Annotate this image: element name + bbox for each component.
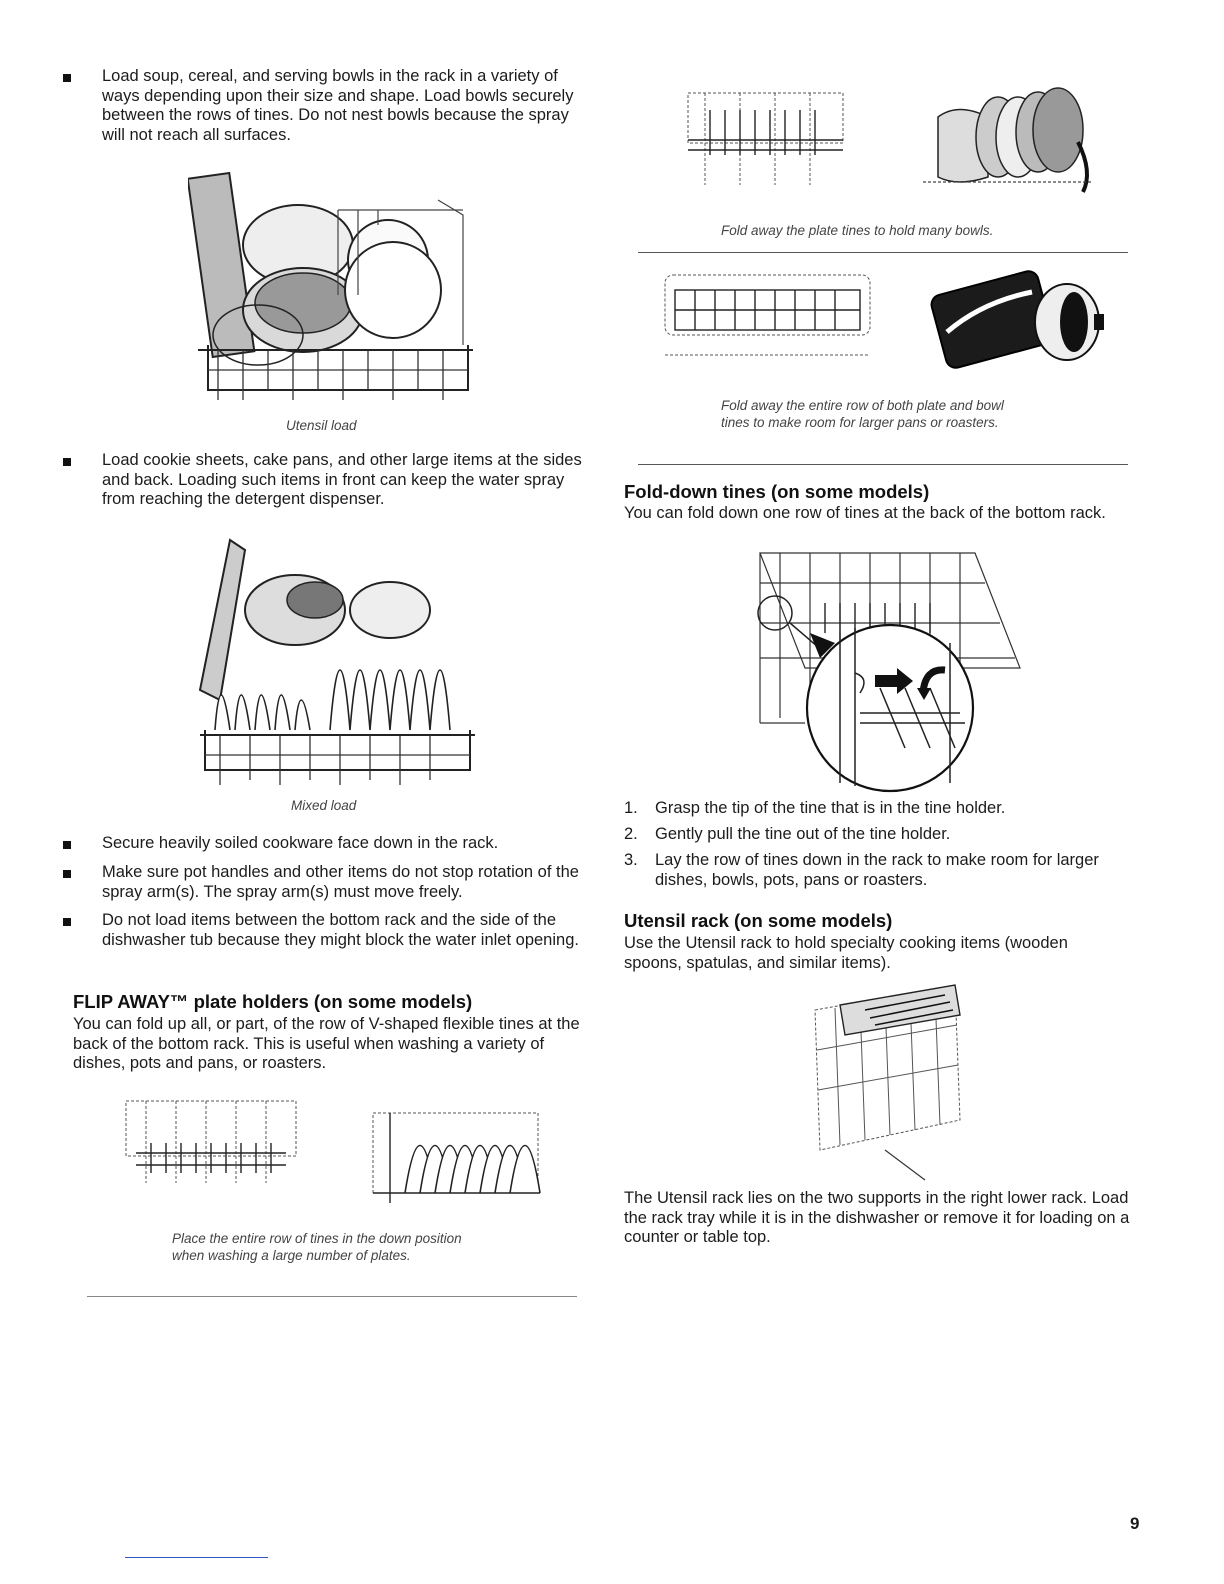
utensil-load-illustration <box>188 165 478 410</box>
plates-caption: Place the entire row of tines in the down position when washing a large number of plates. <box>172 1231 462 1263</box>
utensil-rack-illustration <box>805 980 970 1185</box>
bullet-marker <box>63 841 71 849</box>
tub-side-bullet-text: Do not load items between the bottom rack and the side of the dishwasher tub because they might block the water inlet opening. <box>102 911 579 949</box>
fold-down-body: You can fold down one row of tines at the back of the bottom rack. <box>624 504 1106 522</box>
step-number: 2. <box>624 825 638 843</box>
folded-rack-illustration <box>655 265 880 375</box>
step-number: 1. <box>624 799 638 817</box>
utensil-rack-instructions: The Utensil rack lies on the two supports in the right lower rack. Load the rack tray while it is in the dishwasher or remove it for loading on a counter or table top. <box>624 1189 1130 1246</box>
plates-loaded-illustration <box>365 1093 545 1208</box>
cookware-bullet-text: Secure heavily soiled cookware face down in the rack. <box>102 834 499 852</box>
utensil-load-caption: Utensil load <box>286 418 357 433</box>
divider-rule <box>638 252 1128 253</box>
step-text: Gently pull the tine out of the tine holder. <box>655 825 951 843</box>
divider-rule <box>638 464 1128 465</box>
pans-caption: Fold away the entire row of both plate and bowl tines to make room for larger pans or roasters. <box>721 398 1004 430</box>
tines-up-illustration <box>116 1093 306 1208</box>
page-number: 9 <box>1130 1514 1140 1533</box>
utensil-rack-body: Use the Utensil rack to hold specialty cooking items (wooden spoons, spatulas, and similar items). <box>624 934 1068 972</box>
bowl-rack-tines-illustration <box>680 85 850 190</box>
divider-rule <box>87 1296 577 1297</box>
bowls-bullet-text: Load soup, cereal, and serving bowls in the rack in a variety of ways depending upon their size and shape. Load bowls securely between the rows of tines. Do not nest bowls because the spray will not reach all surfaces. <box>102 67 574 144</box>
mixed-load-illustration <box>190 530 480 790</box>
step-number: 3. <box>624 851 638 869</box>
flip-away-heading: FLIP AWAY™ plate holders (on some models) <box>73 991 473 1012</box>
bullet-marker <box>63 74 71 82</box>
flip-away-body: You can fold up all, or part, of the row of V-shaped flexible tines at the back of the bottom rack. This is useful when washing a variety of dishes, pots and pans, or roasters. <box>73 1015 580 1072</box>
bowls-caption: Fold away the plate tines to hold many bowls. <box>721 223 994 238</box>
fold-down-tines-illustration <box>745 548 1025 793</box>
step-text: Grasp the tip of the tine that is in the tine holder. <box>655 799 1006 817</box>
roaster-pan-illustration <box>922 262 1112 377</box>
bullet-marker <box>63 918 71 926</box>
bullet-marker <box>63 458 71 466</box>
footer-rule <box>125 1557 268 1558</box>
cookie-sheets-bullet-text: Load cookie sheets, cake pans, and other large items at the sides and back. Loading such items in front can keep the water spray from reaching the detergent dispenser. <box>102 451 582 508</box>
step-text: Lay the row of tines down in the rack to make room for larger dishes, bowls, pots, pans or roasters. <box>655 851 1099 889</box>
many-bowls-illustration <box>918 82 1098 197</box>
bullet-marker <box>63 870 71 878</box>
utensil-rack-heading: Utensil rack (on some models) <box>624 910 893 931</box>
fold-down-heading: Fold-down tines (on some models) <box>624 481 930 502</box>
pot-handles-bullet-text: Make sure pot handles and other items do not stop rotation of the spray arm(s). The spray arm(s) must move freely. <box>102 863 579 901</box>
mixed-load-caption: Mixed load <box>291 798 357 813</box>
